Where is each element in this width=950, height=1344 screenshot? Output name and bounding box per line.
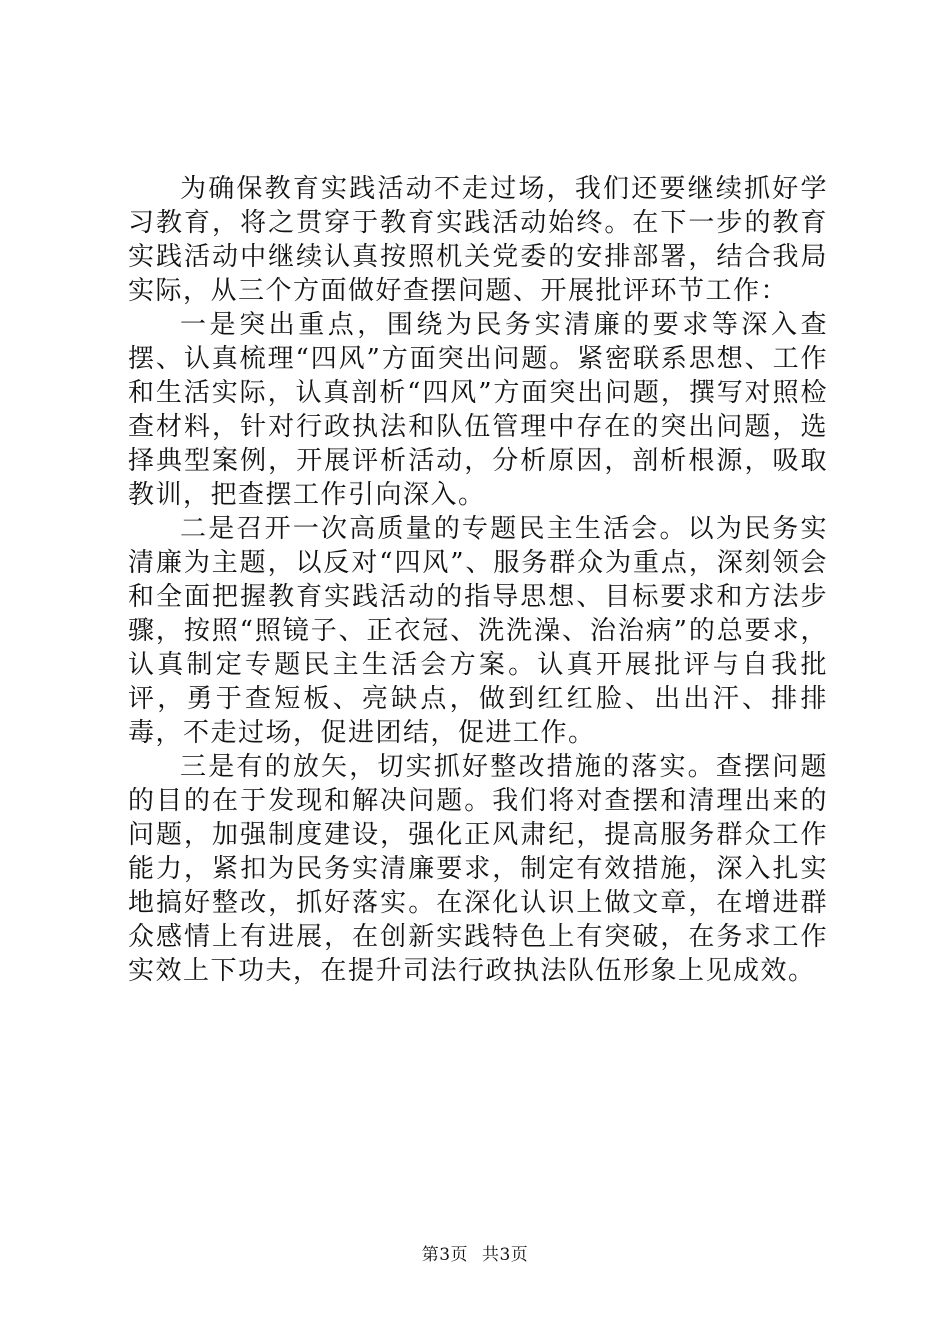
paragraph-intro: 为确保教育实践活动不走过场，我们还要继续抓好学习教育，将之贯穿于教育实践活动始终。在下一步的教育实践活动中继续认真按照机关党委的安排部署，结合我局实际，从三个方面做好查摆问题、开展批评环节工作： [128, 174, 828, 306]
document-body [128, 172, 828, 988]
paragraph-point-one: 一是突出重点，围绕为民务实清廉的要求等深入查摆、认真梳理“四风”方面突出问题。紧密联系思想、工作和生活实际，认真剖析“四风”方面突出问题，撰写对照检查材料，针对行政执法和队伍管理中存在的突出问题，选择典型案例，开展评析活动，分析原因，剖析根源，吸取教训，把查摆工作引向深入。 [128, 310, 828, 510]
page-number: 第3页 [421, 1245, 469, 1265]
paragraph-point-three: 三是有的放矢，切实抓好整改措施的落实。查摆问题的目的在于发现和解决问题。我们将对查摆和清理出来的问题，加强制度建设，强化正风肃纪，提高服务群众工作能力，紧扣为民务实清廉要求，制定有效措施，深入扎实地搞好整改，抓好落实。在深化认识上做文章，在增进群众感情上有进展，在创新实践特色上有突破，在务求工作实效上下功夫，在提升司法行政执法队伍形象上见成效。 [128, 752, 828, 986]
page-footer [0, 1243, 950, 1267]
page-total: 共3页 [481, 1245, 529, 1265]
paragraph-point-two: 二是召开一次高质量的专题民主生活会。以为民务实清廉为主题，以反对“四风”、服务群众为重点，深刻领会和全面把握教育实践活动的指导思想、目标要求和方法步骤，按照“照镜子、正衣冠、洗洗澡、治治病”的总要求，认真制定专题民主生活会方案。认真开展批评与自我批评，勇于查短板、亮缺点，做到红红脸、出出汗、排排毒，不走过场，促进团结，促进工作。 [128, 514, 828, 748]
